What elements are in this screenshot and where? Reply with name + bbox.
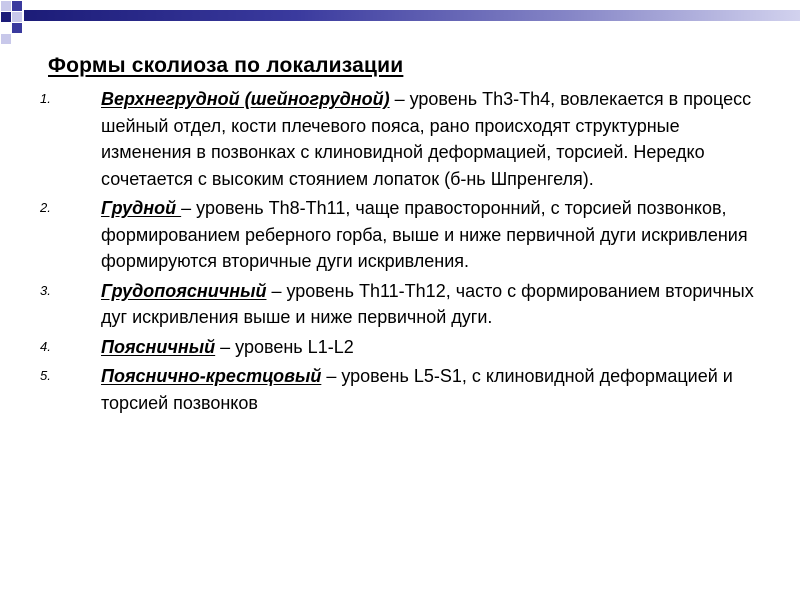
item-description: – уровень Th8-Th11, чаще правосторонний, с торсией позвонков, формированием реберного горба, выше и ниже первичной дуги искривления формируются вторичные дуги искривления.: [101, 198, 748, 271]
localization-list: [0, 86, 800, 419]
decor-square: [12, 1, 22, 11]
gradient-bar: [24, 10, 800, 21]
item-description: – уровень Th11-Th12, часто с формированием вторичных дуг искривления выше и ниже первичной дуги.: [101, 280, 754, 327]
item-term: Грудной: [101, 198, 182, 218]
item-number: 4.: [40, 338, 51, 354]
list-item: [0, 278, 800, 331]
item-number: 1.: [40, 91, 51, 106]
decor-square: [1, 34, 11, 44]
item-description: – уровень Th3-Th4, вовлекается в процесс шейный отдел, кости плечевого пояса, рано происходят структурные изменения в позвонках с клиновидной деформацией, торсией. Нередко сочетается с высоким стоянием лопаток (б-нь Шпренгеля).: [101, 89, 752, 189]
list-item: [0, 334, 800, 361]
item-term: Пояснично-крестцовый: [101, 366, 322, 386]
item-term: Поясничный: [101, 336, 216, 357]
item-term: Грудопоясничный: [101, 280, 267, 301]
decor-square: [1, 12, 11, 22]
item-number: 3.: [40, 282, 51, 298]
decor-square: [1, 1, 11, 11]
slide-title: Формы сколиоза по локализации: [48, 54, 404, 77]
item-description: – уровень L5-S1, с клиновидной деформацией и торсией позвонков: [101, 366, 733, 413]
item-description: – уровень L1-L2: [215, 336, 354, 357]
item-number: 2.: [40, 200, 51, 215]
list-item: [0, 363, 800, 416]
item-number: 5.: [40, 368, 51, 383]
item-term: Верхнегрудной (шейногрудной): [101, 89, 390, 109]
decor-square: [12, 23, 22, 33]
decor-square: [12, 12, 22, 22]
header-banner: [0, 0, 800, 46]
list-item: [0, 195, 800, 275]
list-item: [0, 86, 800, 192]
